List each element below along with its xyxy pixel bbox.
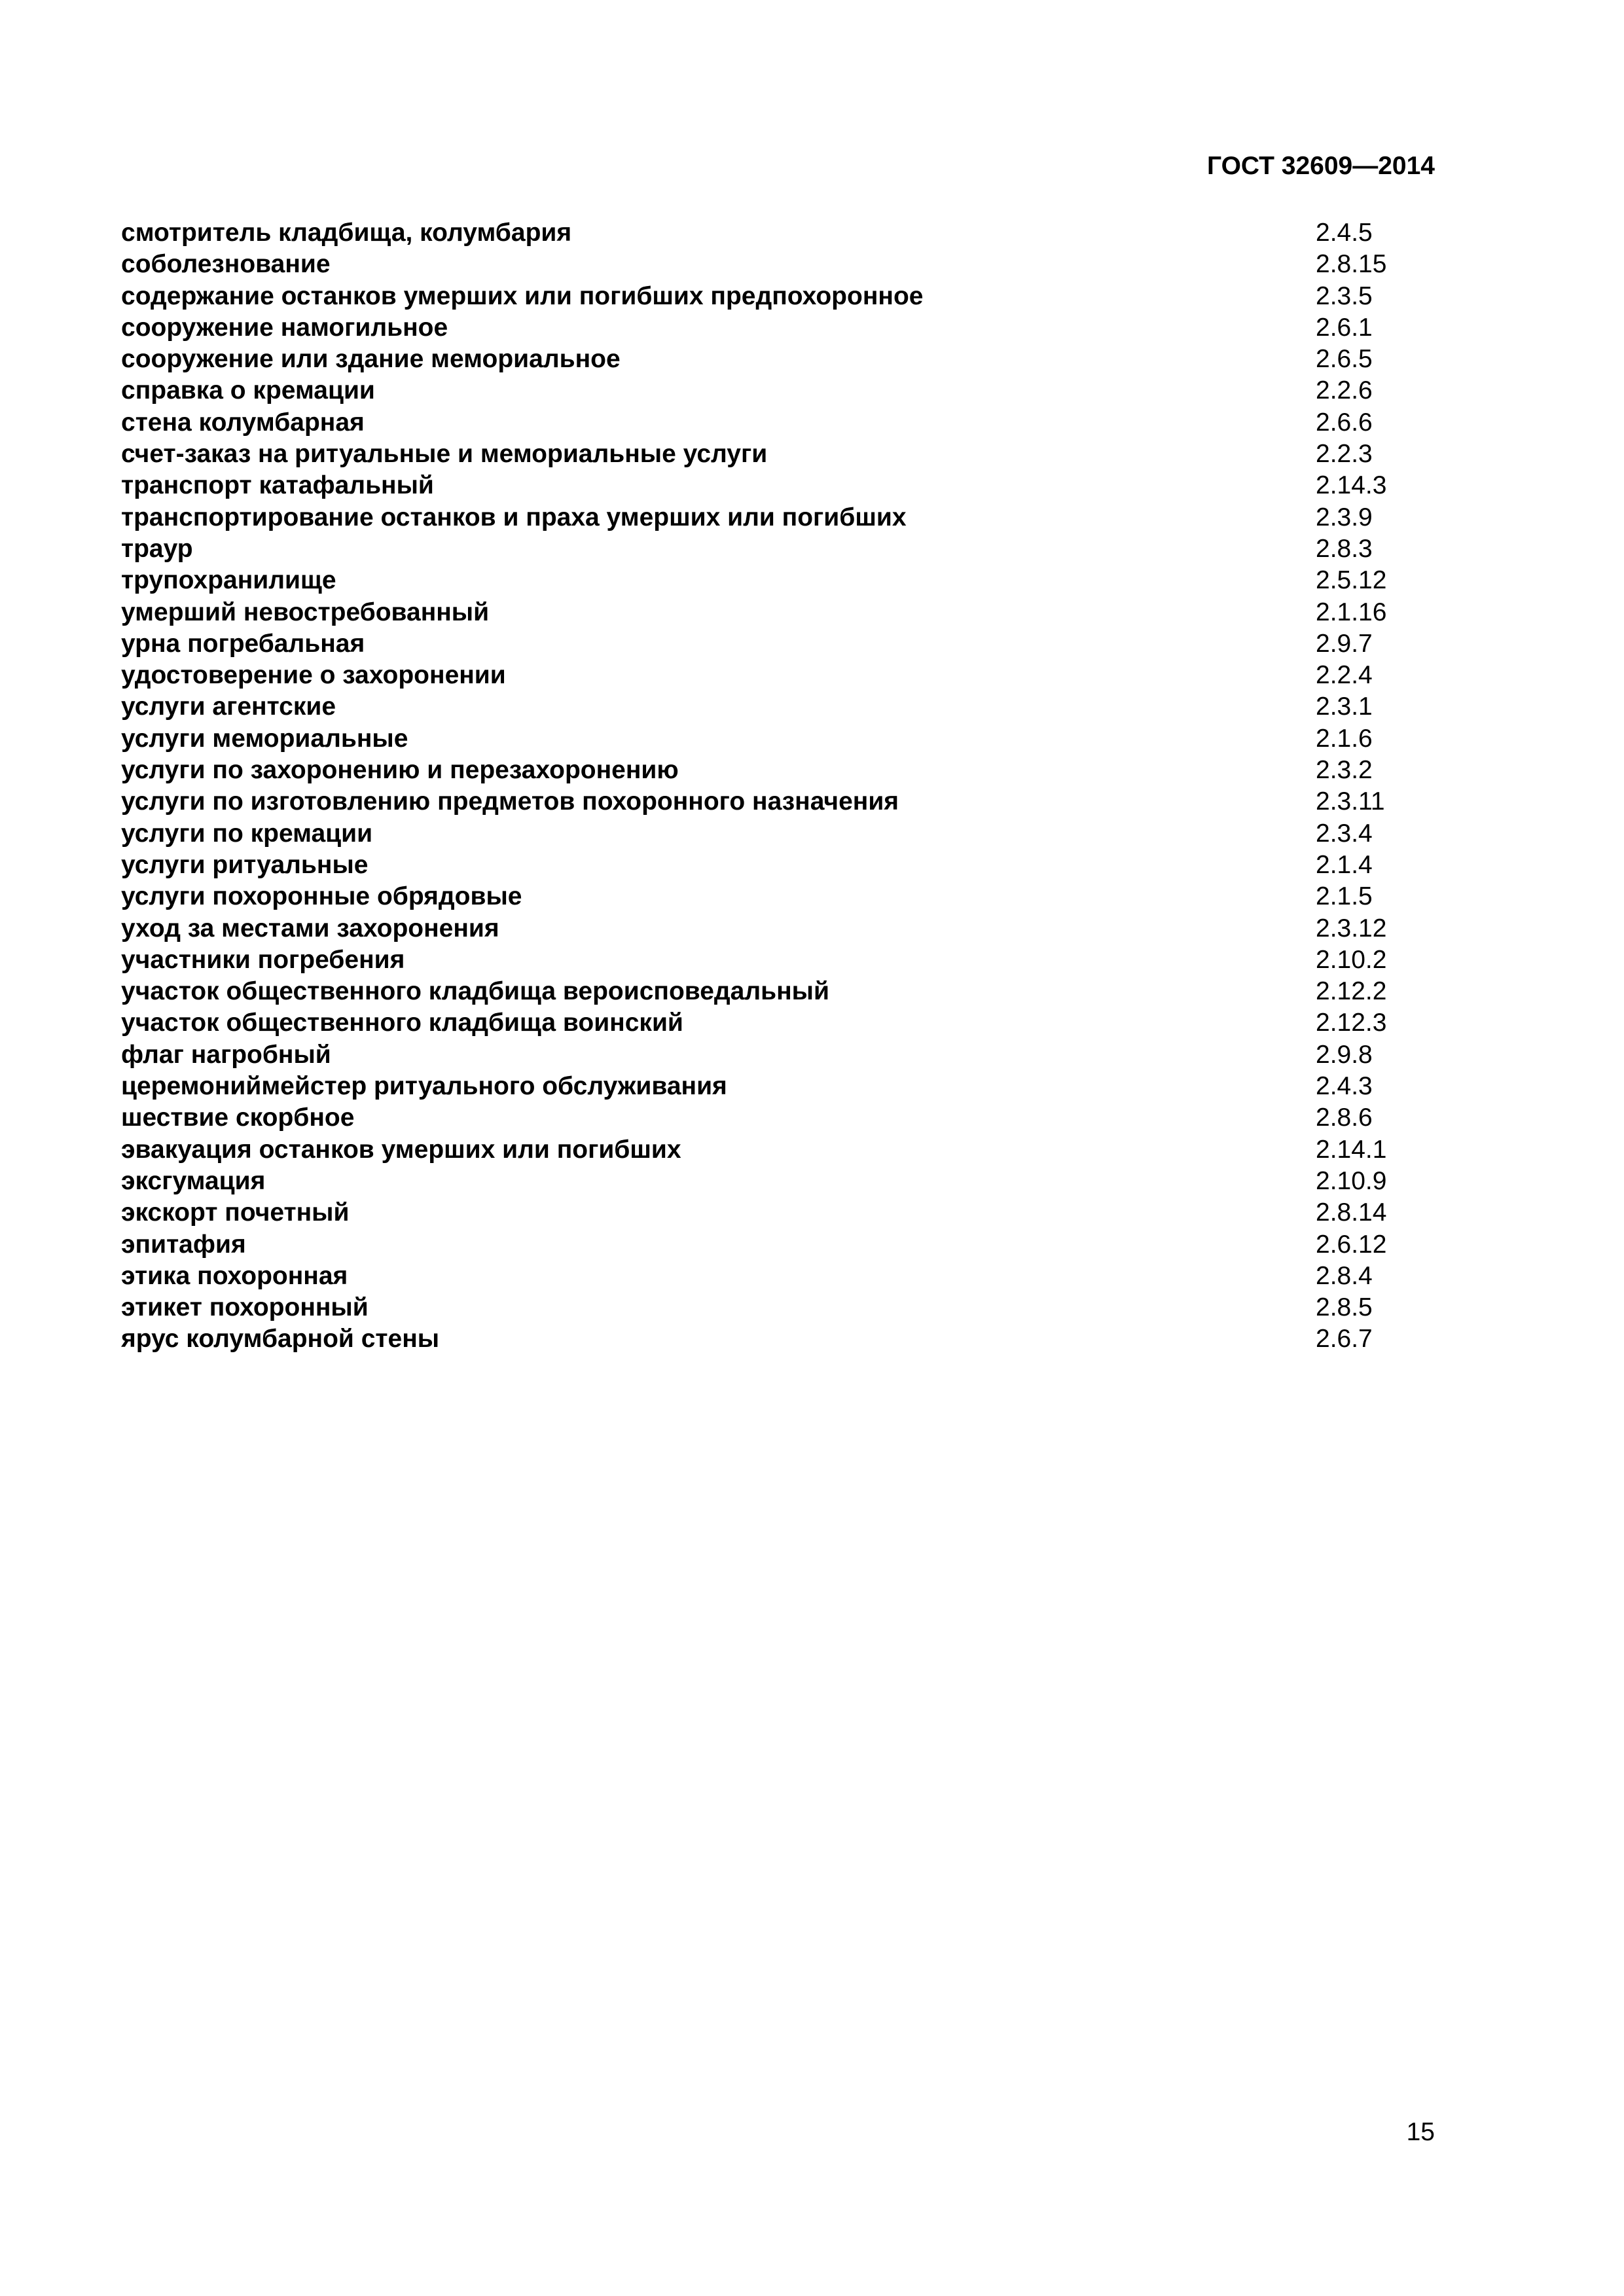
index-clause-reference: 2.8.6 [1316, 1103, 1373, 1132]
index-entry [121, 850, 1420, 881]
index-clause-reference: 2.3.2 [1316, 756, 1373, 785]
index-entry [121, 375, 1420, 406]
index-entry [121, 1039, 1420, 1071]
index-clause-reference: 2.3.5 [1316, 281, 1373, 310]
index-clause-reference: 2.9.7 [1316, 629, 1373, 658]
index-term: эксгумация [121, 1166, 266, 1195]
index-clause-reference: 2.2.4 [1316, 661, 1373, 690]
index-entry [121, 1323, 1420, 1355]
index-clause-reference: 2.8.5 [1316, 1293, 1373, 1322]
index-term: участники погребения [121, 945, 405, 974]
index-clause-reference: 2.2.3 [1316, 440, 1373, 469]
index-term: сооружение намогильное [121, 313, 448, 342]
index-term: экскорт почетный [121, 1198, 350, 1227]
index-entry [121, 1229, 1420, 1261]
index-term: сооружение или здание мемориальное [121, 345, 621, 374]
index-entry [121, 281, 1420, 312]
index-entry [121, 913, 1420, 944]
index-entry [121, 976, 1420, 1007]
index-term: траур [121, 534, 193, 563]
index-entry [121, 312, 1420, 344]
index-entry [121, 565, 1420, 596]
index-clause-reference: 2.10.2 [1316, 945, 1387, 974]
index-entry [121, 723, 1420, 755]
index-term: умерший невостребованный [121, 598, 490, 626]
index-clause-reference: 2.2.6 [1316, 376, 1373, 405]
index-term: услуги агентские [121, 692, 336, 721]
index-clause-reference: 2.6.7 [1316, 1325, 1373, 1354]
index-clause-reference: 2.14.3 [1316, 471, 1387, 500]
index-entry [121, 439, 1420, 470]
index-clause-reference: 2.8.14 [1316, 1198, 1387, 1227]
index-entry [121, 344, 1420, 375]
standard-designation: ГОСТ 32609—2014 [1207, 152, 1435, 180]
index-term: участок общественного кладбища воинский [121, 1009, 683, 1037]
index-entry [121, 755, 1420, 786]
index-entry [121, 597, 1420, 628]
index-term: ярус колумбарной стены [121, 1325, 440, 1354]
index-clause-reference: 2.6.5 [1316, 345, 1373, 374]
index-term: счет-заказ на ритуальные и мемориальные услуги [121, 440, 768, 469]
index-entry [121, 533, 1420, 565]
index-term: услуги по захоронению и перезахоронению [121, 756, 679, 785]
index-clause-reference: 2.12.2 [1316, 977, 1387, 1006]
index-clause-reference: 2.3.4 [1316, 819, 1373, 848]
index-term: уход за местами захоронения [121, 914, 499, 942]
index-clause-reference: 2.8.4 [1316, 1261, 1373, 1290]
index-entry [121, 1197, 1420, 1229]
index-clause-reference: 2.3.12 [1316, 914, 1387, 942]
index-term: транспорт катафальный [121, 471, 434, 500]
index-term: удостоверение о захоронении [121, 661, 506, 690]
alphabetical-term-index [121, 217, 1420, 1355]
index-term: флаг нагробный [121, 1040, 331, 1069]
index-entry [121, 691, 1420, 723]
index-clause-reference: 2.6.6 [1316, 408, 1373, 437]
index-term: этикет похоронный [121, 1293, 369, 1322]
index-clause-reference: 2.3.1 [1316, 692, 1373, 721]
index-clause-reference: 2.3.11 [1316, 787, 1385, 816]
index-entry [121, 407, 1420, 439]
index-clause-reference: 2.4.3 [1316, 1072, 1373, 1101]
index-entry [121, 786, 1420, 817]
index-clause-reference: 2.5.12 [1316, 566, 1387, 595]
index-term: этика похоронная [121, 1261, 348, 1290]
index-entry [121, 628, 1420, 660]
index-term: эвакуация останков умерших или погибших [121, 1135, 681, 1164]
index-term: транспортирование останков и праха умерших или погибших [121, 503, 907, 531]
index-clause-reference: 2.1.5 [1316, 882, 1373, 911]
index-term: услуги мемориальные [121, 724, 408, 753]
index-entry [121, 502, 1420, 533]
index-clause-reference: 2.6.1 [1316, 313, 1373, 342]
index-term: соболезнование [121, 250, 331, 279]
index-clause-reference: 2.8.3 [1316, 534, 1373, 563]
index-clause-reference: 2.6.12 [1316, 1230, 1387, 1259]
index-term: урна погребальная [121, 629, 365, 658]
index-term: смотритель кладбища, колумбария [121, 219, 572, 247]
index-clause-reference: 2.1.6 [1316, 724, 1373, 753]
index-entry [121, 818, 1420, 850]
index-entry [121, 217, 1420, 249]
page-number: 15 [1406, 2118, 1435, 2146]
index-entry [121, 660, 1420, 691]
index-term: церемониймейстер ритуального обслуживания [121, 1072, 727, 1101]
index-clause-reference: 2.1.4 [1316, 850, 1373, 879]
index-entry [121, 249, 1420, 280]
index-clause-reference: 2.9.8 [1316, 1040, 1373, 1069]
index-entry [121, 1261, 1420, 1292]
index-entry [121, 1134, 1420, 1166]
index-term: услуги по кремации [121, 819, 373, 848]
index-entry [121, 1166, 1420, 1197]
index-entry [121, 881, 1420, 912]
index-term: стена колумбарная [121, 408, 365, 437]
index-entry [121, 1102, 1420, 1134]
index-clause-reference: 2.10.9 [1316, 1166, 1387, 1195]
index-term: содержание останков умерших или погибших предпохоронное [121, 281, 924, 310]
index-term: участок общественного кладбища вероисповедальный [121, 977, 829, 1006]
index-clause-reference: 2.4.5 [1316, 219, 1373, 247]
index-term: шествие скорбное [121, 1103, 355, 1132]
index-entry [121, 470, 1420, 501]
index-entry [121, 1071, 1420, 1102]
index-clause-reference: 2.14.1 [1316, 1135, 1387, 1164]
index-entry [121, 1007, 1420, 1039]
index-clause-reference: 2.1.16 [1316, 598, 1387, 626]
index-term: справка о кремации [121, 376, 375, 405]
index-term: услуги ритуальные [121, 850, 369, 879]
index-term: услуги по изготовлению предметов похоронного назначения [121, 787, 899, 816]
index-clause-reference: 2.12.3 [1316, 1009, 1387, 1037]
index-term: услуги похоронные обрядовые [121, 882, 522, 911]
index-entry [121, 1292, 1420, 1323]
index-clause-reference: 2.3.9 [1316, 503, 1373, 531]
index-clause-reference: 2.8.15 [1316, 250, 1387, 279]
index-term: трупохранилище [121, 566, 336, 595]
index-term: эпитафия [121, 1230, 246, 1259]
index-entry [121, 944, 1420, 976]
